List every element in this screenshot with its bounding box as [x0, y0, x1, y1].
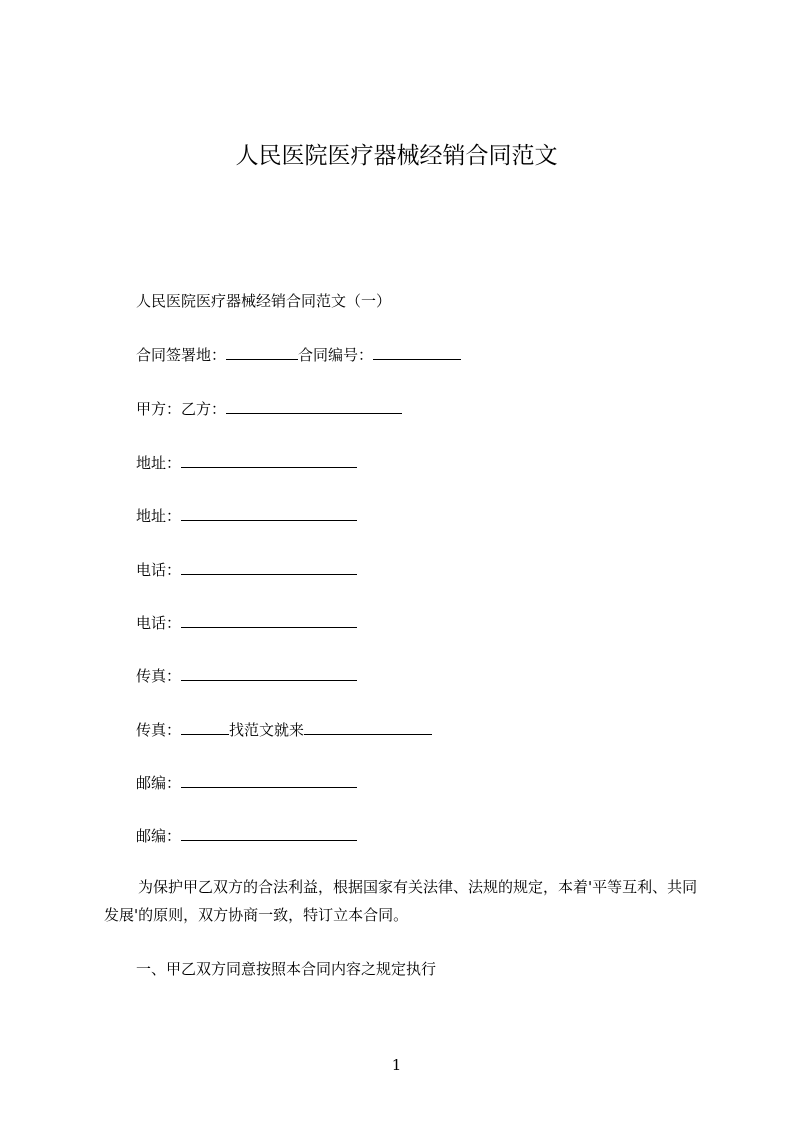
address-blank-b [181, 504, 357, 521]
party-b-label: 乙方： [181, 400, 227, 418]
fax-blank-a [181, 664, 357, 681]
postcode-line-b [136, 824, 357, 847]
signing-info-line [136, 343, 461, 366]
fax-label-a: 传真： [136, 667, 182, 685]
fax-line-a [136, 664, 357, 687]
fax-blank-b-right [304, 718, 432, 735]
signing-place-label: 合同签署地： [136, 346, 227, 364]
page-number: 1 [391, 1056, 402, 1074]
postcode-blank-b [181, 824, 357, 841]
phone-blank-b [181, 611, 357, 628]
address-line-b [136, 504, 357, 527]
postcode-label-b: 邮编： [136, 827, 182, 845]
fax-line-b [136, 718, 432, 741]
fax-label-b: 传真： [136, 721, 182, 739]
phone-label-a: 电话： [136, 561, 182, 579]
phone-blank-a [181, 558, 357, 575]
postcode-line-a [136, 771, 357, 794]
clause-1: 一、甲乙双方同意按照本合同内容之规定执行 [136, 960, 437, 978]
contract-no-label: 合同编号： [298, 346, 374, 364]
address-label-b: 地址： [136, 507, 182, 525]
parties-line [136, 397, 402, 420]
address-blank-a [181, 451, 357, 468]
contract-no-blank [373, 343, 461, 360]
phone-label-b: 电话： [136, 614, 182, 632]
postcode-label-a: 邮编： [136, 774, 182, 792]
signing-place-blank [226, 343, 298, 360]
phone-line-a [136, 558, 357, 581]
postcode-blank-a [181, 771, 357, 788]
address-label-a: 地址： [136, 454, 182, 472]
intro-paragraph: 为保护甲乙双方的合法利益，根据国家有关法律、法规的规定，本着'平等互利、共同发展'的原则，双方协商一致，特订立本合同。 [104, 878, 698, 924]
address-line-a [136, 451, 357, 474]
party-a-label: 甲方： [136, 400, 182, 418]
fax-inline-text: 找范文就来 [229, 721, 305, 739]
document-subtitle: 人民医院医疗器械经销合同范文（一） [136, 292, 392, 310]
fax-blank-b-left [181, 718, 229, 735]
party-b-blank [226, 397, 402, 414]
document-title: 人民医院医疗器械经销合同范文 [235, 143, 558, 169]
phone-line-b [136, 611, 357, 634]
